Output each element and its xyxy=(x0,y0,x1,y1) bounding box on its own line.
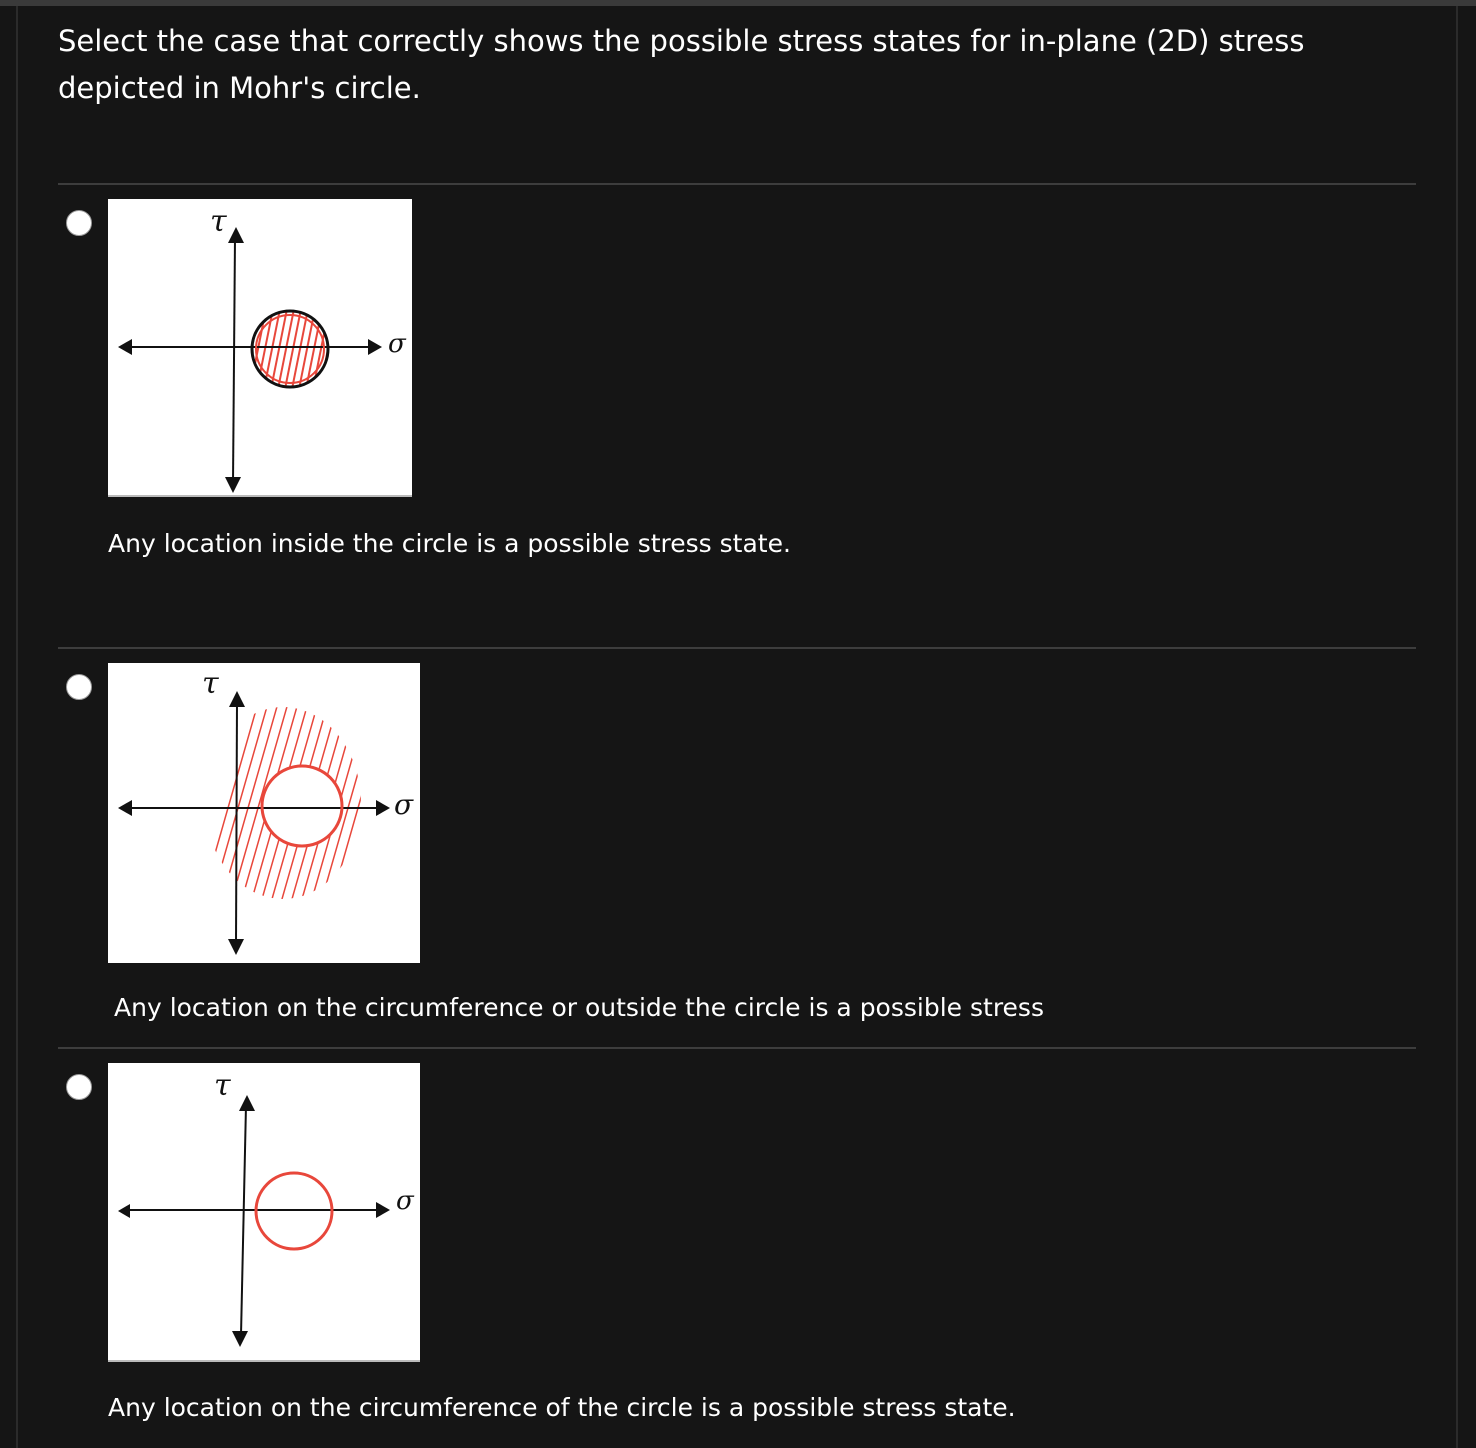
sigma-axis-label: σ xyxy=(396,1186,414,1216)
divider xyxy=(58,183,1416,185)
option-2-label: Any location on the circumference or outside the circle is a possible stress xyxy=(114,993,1044,1022)
frame-right-border xyxy=(1456,6,1458,1448)
divider xyxy=(58,1047,1416,1049)
option-2-radio[interactable] xyxy=(66,674,92,700)
tau-axis-label: τ xyxy=(210,204,227,239)
option-1-diagram xyxy=(108,199,412,497)
window-top-border xyxy=(0,0,1476,6)
tau-axis-label: τ xyxy=(202,666,219,701)
sigma-axis-label: σ xyxy=(388,329,406,359)
option-3-label: Any location on the circumference of the circle is a possible stress state. xyxy=(108,1393,1016,1422)
tau-axis-label: τ xyxy=(214,1068,231,1103)
frame-left-border xyxy=(16,6,18,1448)
sigma-axis-label: σ xyxy=(394,788,414,821)
option-2-diagram xyxy=(108,663,420,963)
option-3-radio[interactable] xyxy=(66,1074,92,1100)
option-1-label: Any location inside the circle is a possible stress state. xyxy=(108,529,791,558)
divider xyxy=(58,647,1416,649)
question-text: Select the case that correctly shows the possible stress states for in-plane (2D) stress depicted in Mohr's circle. xyxy=(58,24,1305,105)
option-1-radio[interactable] xyxy=(66,210,92,236)
option-3-diagram xyxy=(108,1063,420,1362)
